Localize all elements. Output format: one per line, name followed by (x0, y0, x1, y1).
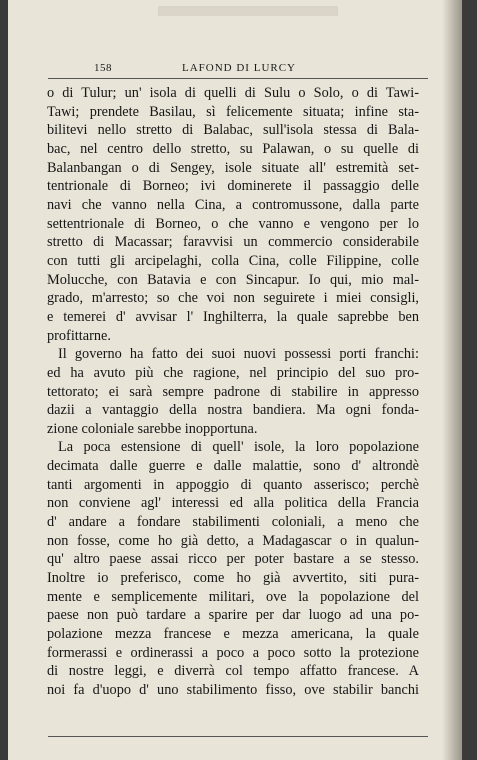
text-line: tentrionale di Borneo; ivi dominerete il passaggio delle (47, 178, 419, 195)
text-line: navi che vanno nella Cina, a contromussone, dalla parte (47, 196, 419, 213)
text-line: bilitevi nello stretto di Balabac, sull'isola stessa di Bala- (47, 122, 419, 139)
text-line: paese non può tardare a sparire per dar luogo ad una po- (47, 607, 419, 624)
text-line: e temerei d' avvisar l' Inghilterra, la quale saprebbe ben (47, 308, 419, 325)
text-line: stretto di Macassar; faravvisi un commercio considerabile (47, 234, 419, 251)
text-line: grado, m'arresto; so che voi non seguirete i miei consigli, (47, 290, 419, 307)
text-line: polazione mezza francese e mezza americana, la quale (47, 626, 419, 643)
text-line: noi fa d'uopo d' uno stabilimento fisso, ove stabilir banchi (47, 682, 419, 698)
text-line: non conviene agl' interessi ed alla politica della Francia (47, 495, 419, 512)
text-line: bac, nel centro dello stretto, su Palawan, o su quelle di (47, 140, 419, 157)
text-line: Tawi; prendete Basilau, sì felicemente situata; infine sta- (47, 103, 419, 120)
paragraph-start-line: Il governo ha fatto dei suoi nuovi possessi porti franchi: (58, 346, 419, 363)
text-line: di nostre leggi, e diverrà col tempo affatto francese. A (47, 663, 419, 680)
text-line: mente e semplicemente militari, ove la popolazione del (47, 588, 419, 605)
page-number: 158 (94, 62, 112, 74)
text-line: Molucche, con Batavia e con Sincapur. Io qui, mio mal- (47, 271, 419, 288)
text-line: decimata dalle guerre e dalle malattie, sono d' altrondè (47, 458, 419, 475)
spine-shadow (442, 0, 462, 760)
text-line: ed ha avuto più che ragione, nel principio del suo pro- (47, 364, 419, 381)
book-page (8, 0, 462, 760)
bleed-through-mark (158, 6, 338, 16)
text-line: qu' altro paese assai ricco per poter bastare a se stesso. (47, 551, 419, 568)
text-line: d' andare a fondare stabilimenti coloniali, a meno che (47, 514, 419, 531)
header-rule (48, 78, 428, 79)
text-line: con tutti gli arcipelaghi, colla Cina, colle Filippine, colle (47, 252, 419, 269)
running-title: LAFOND DI LURCY (182, 62, 296, 74)
text-line: Inoltre io preferisco, come ho già avvertito, siti pura- (47, 570, 419, 587)
text-line: non fosse, come ho già detto, a Madagascar o in qualun- (47, 532, 419, 549)
body-text (47, 84, 419, 700)
page-header (94, 62, 404, 78)
footer-rule (48, 736, 428, 737)
paragraph-start-line: La poca estensione di quell' isole, la loro popolazione (58, 439, 419, 456)
text-line: dazii a vantaggio della nostra bandiera. Ma ogni fonda- (47, 402, 419, 419)
text-line: settentrionale di Borneo, o che vanno e vengono per lo (47, 215, 419, 232)
text-line: tettorato; ei sarà sempre padrone di stabilire in appresso (47, 383, 419, 400)
paragraph-end-line: profittarne. (47, 327, 111, 344)
paragraph-end-line: zione coloniale sarebbe inopportuna. (47, 420, 258, 437)
text-line: tanti argomenti in appoggio di quanto asserisco; perchè (47, 476, 419, 493)
text-line: o di Tulur; un' isola di quelli di Sulu o Solo, o di Tawi- (47, 85, 419, 101)
text-line: formerassi e ordinerassi a poco a poco sotto la protezione (47, 644, 419, 661)
text-line: Balanbangan o di Sengey, isole situate all' estremità set- (47, 159, 419, 176)
